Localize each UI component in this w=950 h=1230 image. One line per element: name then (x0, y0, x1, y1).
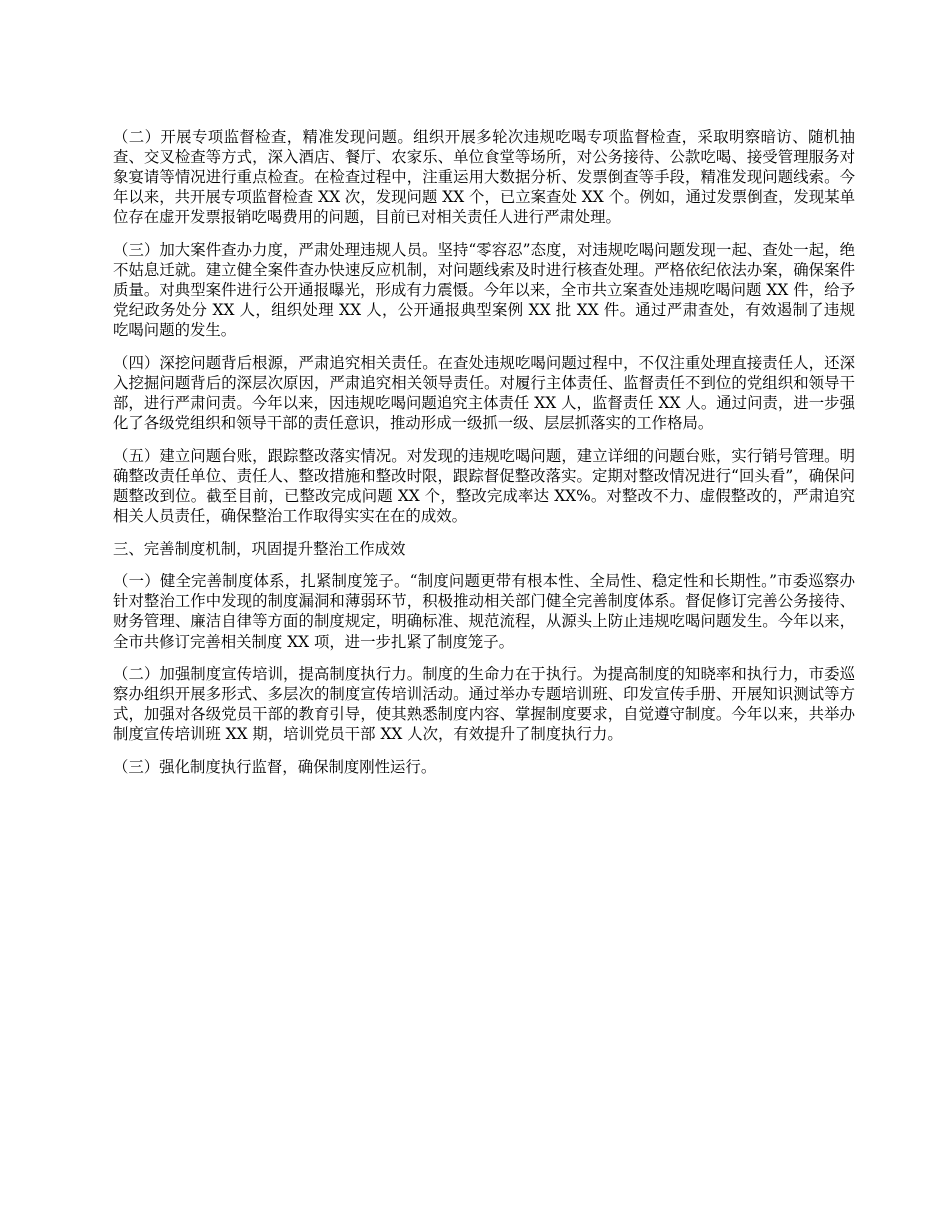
paragraph-rectification-ledger: （五）建立问题台账，跟踪整改落实情况。对发现的违规吃喝问题，建立详细的问题台账，实行销号管理。明确整改责任单位、责任人、整改措施和整改时限，跟踪督促整改落实。定期对整改情况进行“回头看”，确保问题整改到位。截至目前，已整改完成问题 XX 个，整改完成率达 XX%。对整改不力、虚假整改的，严肃追究相关人员责任，确保整治工作取得实实在在的成效。 (113, 446, 855, 526)
paragraph-special-inspection: （二）开展专项监督检查，精准发现问题。组织开展多轮次违规吃喝专项监督检查，采取明察暗访、随机抽查、交叉检查等方式，深入酒店、餐厅、农家乐、单位食堂等场所，对公务接待、公款吃喝、接受管理服务对象宴请等情况进行重点检查。在检查过程中，注重运用大数据分析、发票倒查等手段，精准发现问题线索。今年以来，共开展专项监督检查 XX 次，发现问题 XX 个，已立案查处 XX 个。例如，通过发票倒查，发现某单位存在虚开发票报销吃喝费用的问题，目前已对相关责任人进行严肃处理。 (113, 128, 855, 227)
document-page (113, 127, 855, 790)
paragraph-system-building: （一）健全完善制度体系，扎紧制度笼子。“制度问题更带有根本性、全局性、稳定性和长期性。”市委巡察办针对整治工作中发现的制度漏洞和薄弱环节，积极推动相关部门健全完善制度体系。督促修订完善公务接待、财务管理、廉洁自律等方面的制度规定，明确标准、规范流程，从源头上防止违规吃喝问题发生。今年以来，全市共修订完善相关制度 XX 项，进一步扎紧了制度笼子。 (113, 572, 855, 651)
paragraph-system-supervision: （三）强化制度执行监督，确保制度刚性运行。 (113, 758, 437, 777)
paragraph-accountability: （四）深挖问题背后根源，严肃追究相关责任。在查处违规吃喝问题过程中，不仅注重处理直接责任人，还深入挖掘问题背后的深层次原因，严肃追究相关领导责任。对履行主体责任、监督责任不到位的党组织和领导干部，进行严肃问责。今年以来，因违规吃喝问题追究主体责任 XX 人，监督责任 XX 人。通过问责，进一步强化了各级党组织和领导干部的责任意识，推动形成一级抓一级、层层抓落实的工作格局。 (113, 353, 855, 433)
section-heading: 三、完善制度机制，巩固提升整治工作成效 (113, 539, 406, 558)
paragraph-case-handling: （三）加大案件查办力度，严肃处理违规人员。坚持“零容忍”态度，对违规吃喝问题发现一起、查处一起，绝不姑息迁就。建立健全案件查办快速反应机制，对问题线索及时进行核查处理。严格依纪依法办案，确保案件质量。对典型案件进行公开通报曝光，形成有力震慑。今年以来，全市共立案查处违规吃喝问题 XX 件，给予党纪政务处分 XX 人，组织处理 XX 人，公开通报典型案例 XX 批 XX 件。通过严肃查处，有效遏制了违规吃喝问题的发生。 (113, 240, 855, 340)
paragraph-system-training: （二）加强制度宣传培训，提高制度执行力。制度的生命力在于执行。为提高制度的知晓率和执行力，市委巡察办组织开展多形式、多层次的制度宣传培训活动。通过举办专题培训班、印发宣传手册、开展知识测试等方式，加强对各级党员干部的教育引导，使其熟悉制度内容、掌握制度要求，自觉遵守制度。今年以来，共举办制度宣传培训班 XX 期，培训党员干部 XX 人次，有效提升了制度执行力。 (113, 665, 855, 744)
